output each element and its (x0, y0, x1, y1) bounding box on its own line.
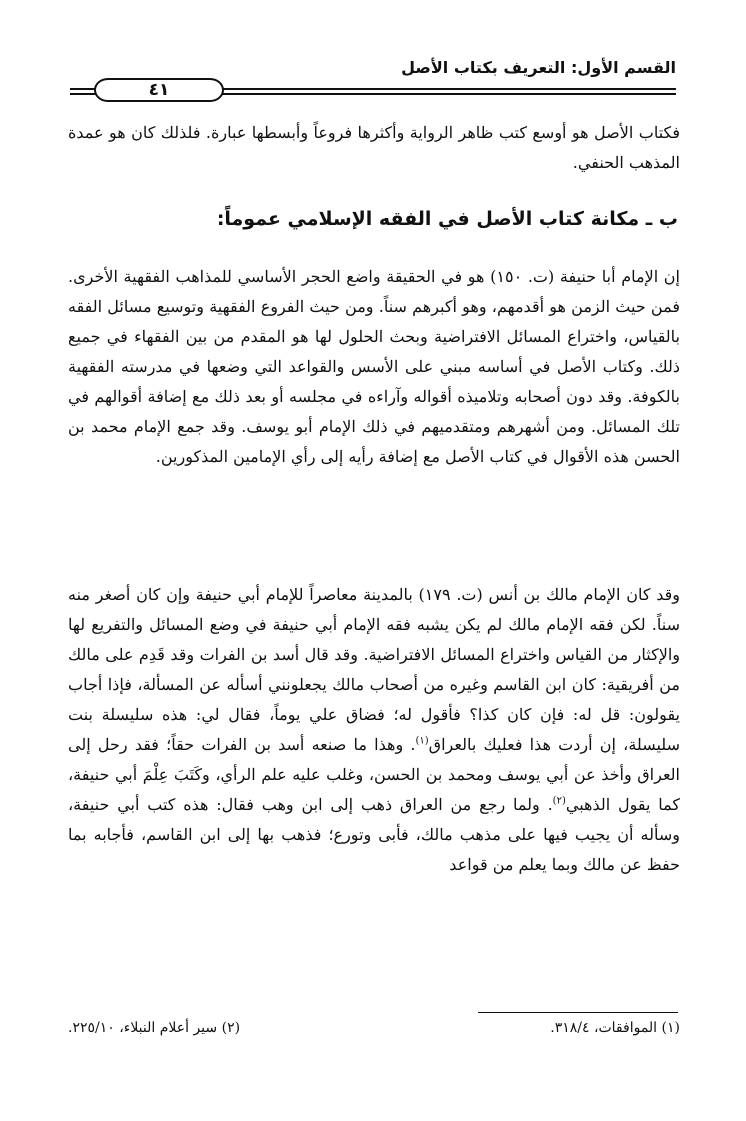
section-heading: ب ـ مكانة كتاب الأصل في الفقه الإسلامي عموماً: (216, 208, 678, 230)
footnote-2: (٢) سير أعلام النبلاء، ٢٢٥/١٠. (68, 1020, 241, 1036)
footnote-ref-1[interactable]: (١) (415, 735, 429, 747)
paragraph-3 (68, 580, 680, 880)
page-number-badge: ٤١ (94, 78, 224, 102)
paragraph-1: فكتاب الأصل هو أوسع كتب ظاهر الرواية وأكثرها فروعاً وأبسطها عبارة. فلذلك كان هو عمدة المذهب الحنفي. (68, 123, 680, 172)
footnote-separator (478, 1012, 678, 1013)
paragraph-3-part-3: . ولما رجع من العراق ذهب إلى ابن وهب فقال: هذه كتب أبي حنيفة، وسأله أن يجيب فيها على مذهب مالك، فأبى وتورع؛ فذهب بها إلى ابن القاسم، فأجابه بما حفظ عن مالك وبما يعلم من قواعد (68, 795, 680, 874)
footnotes (68, 1020, 680, 1036)
paragraph-3-part-2: . وهذا ما صنعه أسد بن الفرات حقاً؛ فقد رحل إلى العراق وأخذ عن أبي يوسف ومحمد بن الحسن، وغلب عليه علم الرأي، وكَتَبَ عِلْمَ أبي حنيفة، كما يقول الذهبي (68, 735, 681, 814)
running-header-title: القسم الأول: التعريف بكتاب الأصل (401, 58, 676, 77)
paragraph-2: إن الإمام أبا حنيفة (ت. ١٥٠) هو في الحقيقة واضع الحجر الأساسي للمذاهب الفقهية الأخرى. فمن حيث الزمن هو أقدمهم، وهو أكبرهم سناً. ومن حيث الفروع الفقهية وتوسيع مسائل الفقه بالقياس، واختراع المسائل الافتراضية وبحث الحلول لها هو المقدم من بين الفقهاء في جميع ذلك. وكتاب الأصل في أساسه مبني على الأسس والقواعد التي وضعها في مدرسته الفقهية بالكوفة. وقد دون أصحابه وتلاميذه أقواله وآراءه في مجلسه أو بعد ذلك مع إضافة أقوالهم في تلك المسائل. ومن أشهرهم ومتقدميهم في ذلك الإمام أبو يوسف. وقد جمع الإمام محمد بن الحسن هذه الأقوال في كتاب الأصل مع إضافة رأيه إلى رأي الإمامين المذكورين. (68, 267, 681, 466)
paragraph-3-part-1: وقد كان الإمام مالك بن أنس (ت. ١٧٩) بالمدينة معاصراً للإمام أبي حنيفة وإن كان أصغر منه سناً. لكن فقه الإمام مالك لم يكن يشبه فقه الإمام أبي حنيفة في وضع المسائل والتفريع لها والإكثار من القياس واختراع المسائل الافتراضية. وقد قال أسد بن الفرات وقد قَدِم على مالك من أفريقية: كان ابن القاسم وغيره من أصحاب مالك يجعلونني أسأله عن المسألة، فإذا أجاب يقولون: قل له: فإن كان كذا؟ فأقول له؛ فضاق علي يوماً، فقال لي: هذه سليسلة بنت سليسلة، إن أردت هذا فعليك بالعراق (68, 585, 681, 754)
footnote-1: (١) الموافقات، ٣١٨/٤. (550, 1020, 680, 1036)
footnote-ref-2[interactable]: (٢) (552, 795, 566, 807)
header-rule (70, 78, 676, 104)
